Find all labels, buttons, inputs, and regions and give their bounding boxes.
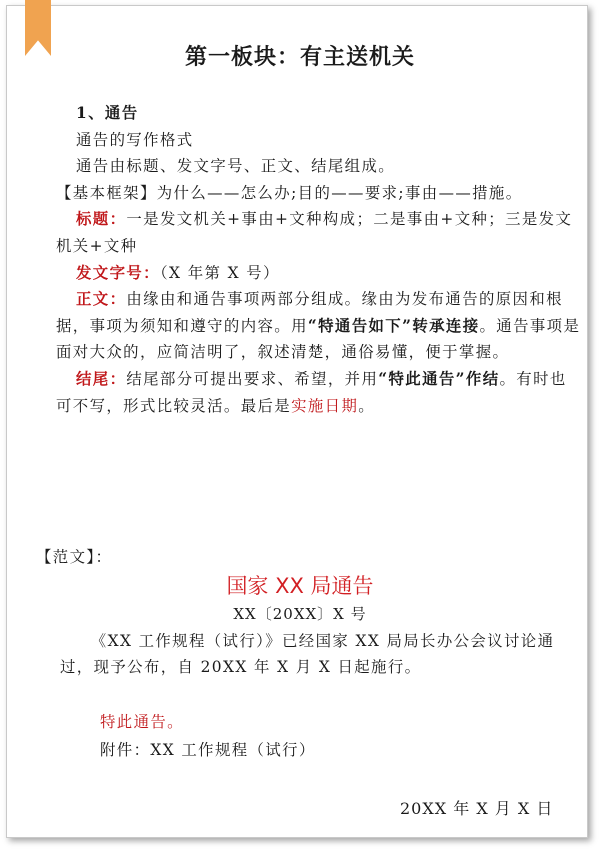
body-label: 正文： bbox=[76, 290, 127, 309]
end-label: 结尾： bbox=[76, 369, 127, 388]
end-bold: “特此通告”作结 bbox=[378, 369, 500, 388]
docno-paragraph bbox=[76, 260, 581, 287]
body-text-2: 。通告事项是面对大众的，应简洁明了，叙述清楚，通俗易懂，便于掌握。 bbox=[56, 316, 581, 362]
sample-attachment: 附件：XX 工作规程（试行） bbox=[100, 741, 316, 759]
end-text-1: 结尾部分可提出要求、希望，并用 bbox=[126, 369, 379, 388]
title-label: 标题： bbox=[76, 210, 127, 229]
format-label: 通告的写作格式 bbox=[76, 130, 194, 149]
docno-label: 发文字号： bbox=[76, 263, 160, 282]
section-heading: 1、通告 bbox=[76, 104, 139, 122]
sample-body bbox=[60, 628, 580, 680]
notice-writing-guide bbox=[56, 100, 581, 419]
docno-text: （X 年第 X 号） bbox=[159, 263, 280, 282]
body-bold: “特通告如下”转承连接 bbox=[307, 316, 480, 335]
title-paragraph bbox=[56, 206, 581, 259]
page-title: 第一板块：有主送机关 bbox=[184, 44, 415, 70]
title-text: 一是发文机关+事由+文种构成；二是事由+文种；三是发文机关+文种 bbox=[56, 210, 573, 255]
end-period: 。 bbox=[358, 396, 376, 415]
body-text-1: 由缘由和通告事项两部分组成。缘由为发布通告的原因和根据，事项为须知和遵守的内容。用 bbox=[56, 290, 563, 335]
framework-text: 【基本框架】为什么——怎么办;目的——要求;事由——措施。 bbox=[56, 183, 523, 202]
sample-closing: 特此通告。 bbox=[100, 713, 184, 731]
sample-date: 20XX 年 X 月 X 日 bbox=[400, 799, 554, 818]
composition-text: 通告由标题、发文字号、正文、结尾组成。 bbox=[76, 157, 396, 176]
end-text-2: 。有时也可不写，形式比较灵活。最后是 bbox=[56, 369, 567, 415]
end-paragraph bbox=[56, 366, 581, 419]
sample-body-text: 《XX 工作规程（试行）》已经国家 XX 局局长办公会议讨论通过，现予公布，自 20XX 年 X 月 X 日起施行。 bbox=[60, 632, 555, 676]
sample-doc-number: XX〔20XX〕X 号 bbox=[233, 605, 367, 623]
end-red: 实施日期 bbox=[291, 396, 359, 415]
sample-notice-title: 国家 XX 局通告 bbox=[226, 574, 374, 598]
sample-heading: 【范文】： bbox=[36, 548, 113, 566]
body-paragraph bbox=[56, 286, 581, 366]
